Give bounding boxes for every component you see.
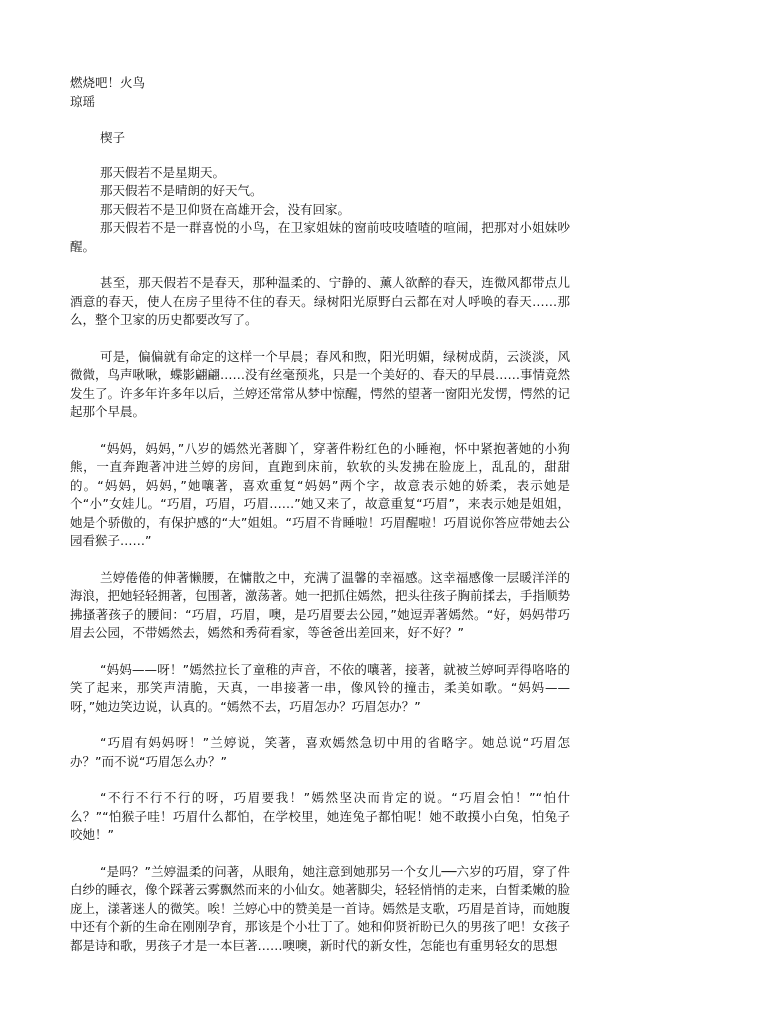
story-paragraph: 甚至，那天假若不是春天，那种温柔的、宁静的、薰人欲醉的春天，连微风都带点儿酒意的春天，使人在房子里待不住的春天。绿树阳光原野白云都在对人呼唤的春天……那么，整个卫家的历史都要改写了。 — [70, 275, 570, 327]
author-name: 琼瑶 — [70, 93, 96, 109]
story-paragraph: “妈妈——呀！”嫣然拉长了童稚的声音，不依的嚷著，接著，就被兰婷呵弄得咯咯的笑了起来，那笑声清脆，天真，一串接著一串，像风铃的撞击，柔美如歌。“妈妈——呀，”她边笑边说，认真的。“嫣然不去，巧眉怎办？巧眉怎办？” — [70, 661, 570, 714]
story-paragraph: “是吗？”兰婷温柔的问著，从眼角，她注意到她那另一个女儿──六岁的巧眉，穿了件白纱的睡衣，像个踩著云雾飘然而来的小仙女。她著脚尖，轻轻悄悄的走来，白皙柔嫩的脸庞上，漾著迷人的微笑。唉！兰婷心中的赞美是一首诗。嫣然是支歌，巧眉是首诗，而她腹中还有个新的生命在刚刚孕育，那该是个小壮丁了。她和仰贤祈盼已久的男孩了吧！女孩子都是诗和歌，男孩子才是一本巨著……噢噢，新时代的新女性，怎能也有重男轻女的思想 — [70, 863, 571, 953]
opening-lines — [70, 164, 570, 257]
story-paragraph: “妈妈，妈妈，”八岁的嫣然光著脚丫，穿著件粉红色的小睡袍，怀中紧抱著她的小狗熊，一直奔跑著冲进兰婷的房间，直跑到床前，软软的头发拂在脸庞上，乱乱的，甜甜的。“妈妈，妈妈，”她嚷著，喜欢重复“妈妈”两个字，故意表示她的娇柔，表示她是个“小”女娃儿。“巧眉，巧眉，巧眉……”她又来了，故意重复“巧眉”，来表示她是姐姐，她是个骄傲的，有保护感的“大”姐姐。“巧眉不肯睡啦！巧眉醒啦！巧眉说你答应带她去公园看猴子……” — [70, 440, 570, 548]
opening-line: 那天假若不是卫仰贤在高雄开会，没有回家。 — [100, 201, 351, 217]
section-title: 楔子 — [100, 130, 126, 145]
story-paragraph: “不行不行不行的呀，巧眉要我！”嫣然坚决而肯定的说。“巧眉会怕！”“怕什么？”“怕猴子哇！巧眉什么都怕，在学校里，她连兔子都怕呢！她不敢摸小白兔，怕兔子咬她！” — [70, 790, 570, 842]
book-title: 燃烧吧！火鸟 — [70, 75, 146, 90]
story-paragraph: “巧眉有妈妈呀！”兰婷说，笑著，喜欢嫣然急切中用的省略字。她总说“巧眉怎办？”而不说“巧眉怎么办？” — [70, 735, 570, 769]
opening-line: 那天假若不是晴朗的好天气。 — [100, 183, 263, 198]
opening-line: 那天假若不是星期天。 — [100, 164, 226, 180]
opening-line: 那天假若不是一群喜悦的小鸟，在卫家姐妹的窗前吱吱喳喳的喧闹，把那对小姐妹吵醒。 — [70, 220, 570, 254]
story-paragraph: 可是，偏偏就有命定的这样一个早晨；春风和煦，阳光明媚，绿树成荫，云淡淡，风微微，鸟声啾啾，蝶影翩翩……没有丝毫预兆，只是一个美好的、春天的早晨……事情竟然发生了。许多年许多年以后，兰婷还常常从梦中惊醒，愕然的望著一窗阳光发愣，愕然的记起那个早晨。 — [70, 348, 571, 419]
story-paragraph: 兰婷倦倦的伸著懒腰，在慵散之中，充满了温馨的幸福感。这幸福感像一层暖洋洋的海浪，把她轻轻拥著，包围著，激荡著。她一把抓住嫣然，把头往孩子胸前揉去，手指顺势拂搔著孩子的腰间：“巧眉，巧眉，噢，是巧眉要去公园，”她逗弄著嫣然。“好，妈妈带巧眉去公园，不带嫣然去，嫣然和秀荷看家，等爸爸出差回来，好不好？” — [70, 569, 571, 640]
